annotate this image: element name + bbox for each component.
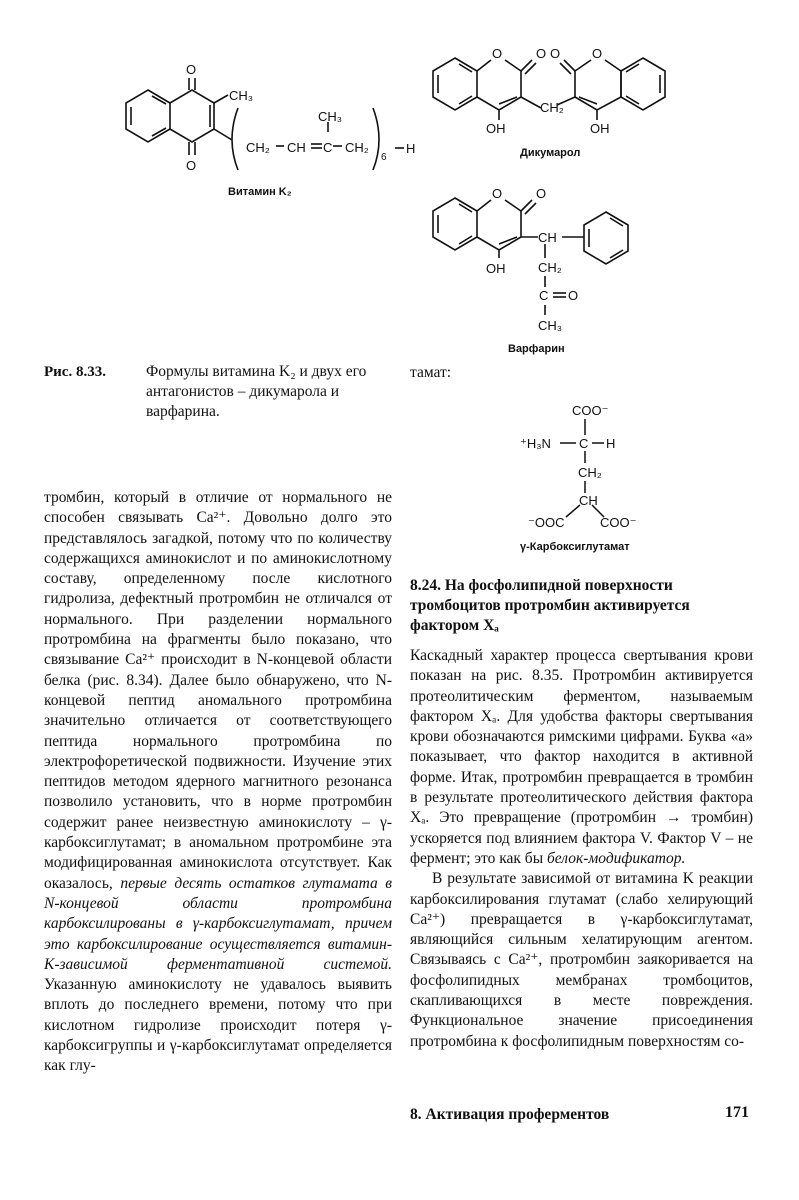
dicoumarol-label: Дикумарол bbox=[520, 147, 581, 159]
section-heading: 8.24. На фосфолипидной поверхности тромбоцитов протромбин активируется фактором Xₐ bbox=[410, 577, 690, 634]
subscript-6: 6 bbox=[381, 152, 387, 163]
left-column bbox=[44, 488, 392, 1077]
figure-caption-label: Рис. 8.33. bbox=[44, 364, 106, 380]
atom-ch: CH bbox=[538, 230, 557, 245]
right-column bbox=[410, 646, 753, 1052]
atom-ch3: CH₃ bbox=[318, 109, 343, 124]
atom-ch2: CH₂ bbox=[246, 140, 270, 155]
left-column-paragraph bbox=[44, 488, 392, 1077]
atom-ch2: CH₂ bbox=[578, 465, 602, 480]
right-paragraph-1-italic: белок-модификатор. bbox=[546, 849, 686, 867]
atom-h3n-plus: ⁺H₃N bbox=[520, 436, 551, 451]
figure-caption-text: Формулы витамина K₂ и двух его антагонистов – дикумарола и варфарина. bbox=[146, 363, 367, 420]
left-column-text: тромбин, который в отличие от нормального не способен связывать Ca²⁺. Довольно долго это представлялось загадкой, потому что по количеству содержащихся аминокислот и по аминокислотному составу, определенному после кислотного гидролиза, дефектный протромбин не отличался от нормального. При разделении нормального протромбина на фрагменты было показано, что связывание Ca²⁺ происходит в N-концевой области белка (рис. 8.34). Далее было обнаружено, что N-концевой пептид аномального протромбина значительно отличается от соответствующего пептида нормального протромбина по электрофоретической подвижности. Изучение этих пептидов методом ядерного магнитного резонанса позволило установить, что в норме протромбин содержит ранее неизвестную аминокислоту – γ-карбоксиглутамат; в аномальном протромбине эта модифицированная аминокислота отсутствует. Как оказалось, bbox=[44, 489, 392, 892]
atom-c: C bbox=[579, 436, 589, 451]
right-paragraph-1-text: Каскадный характер процесса свертывания крови показан на рис. 8.35. Протромбин активируется протеолитическим ферментом, называемым фактором Xₐ. Для удобства факторы свертывания крови обозначаются римскими цифрами. Буква «а» показывает, что фактор находится в активной форме. Итак, протромбин превращается в тромбин в результате протеолитического действия фактора Xₐ. Это превращение (протромбин → тромбин) ускоряется под влиянием фактора V. Фактор V – не фермент; это как бы bbox=[410, 647, 753, 867]
atom-ch: CH bbox=[287, 140, 306, 155]
atom-ch2: CH₂ bbox=[538, 260, 562, 275]
atom-o: O bbox=[568, 288, 579, 303]
gla-structure-figure bbox=[500, 395, 680, 555]
figure-structural-formulas bbox=[0, 0, 799, 360]
atom-o: O bbox=[536, 186, 547, 201]
left-column-italic: первые десять остатков глутамата в N-концевой области протромбина карбоксилированы в γ-карбоксиглутамат, причем это карбоксилирование осуществляется витамин-K-зависимой ферментативной системой. bbox=[44, 874, 393, 973]
atom-o: O bbox=[536, 46, 547, 61]
atom-h: H bbox=[606, 436, 616, 451]
atom-ch3: CH₃ bbox=[538, 318, 563, 333]
atom-coo-minus: COO⁻ bbox=[600, 515, 637, 530]
atom-oh: OH bbox=[486, 121, 506, 136]
atom-ooc-minus: ⁻OOC bbox=[528, 515, 565, 530]
atom-o: O bbox=[592, 46, 603, 61]
atom-oh: OH bbox=[590, 121, 610, 136]
atom-coo-minus: COO⁻ bbox=[572, 403, 609, 418]
atom-ch: CH bbox=[579, 493, 598, 508]
atom-ch2: CH₂ bbox=[540, 100, 564, 115]
atom-h: H bbox=[406, 141, 416, 156]
atom-oh: OH bbox=[486, 261, 506, 276]
atom-o: O bbox=[492, 46, 503, 61]
atom-o: O bbox=[550, 46, 561, 61]
vitamin-k2-label: Витамин K₂ bbox=[228, 186, 292, 198]
gla-label: γ-Карбоксиглутамат bbox=[520, 541, 630, 553]
atom-c: C bbox=[323, 140, 333, 155]
atom-c: C bbox=[539, 288, 549, 303]
warfarin-label: Варфарин bbox=[508, 343, 565, 355]
atom-ch3: CH₃ bbox=[229, 88, 254, 103]
atom-o: O bbox=[186, 62, 197, 77]
running-footer-title: 8. Активация проферментов bbox=[410, 1106, 610, 1123]
right-paragraph-2: В результате зависимой от витамина K реакции карбоксилирования глутамат (слабо хелирующий Ca²⁺) превращается в γ-карбоксиглутамат, являющийся сильным хелатирующим агентом. Связываясь с Ca²⁺, протромбин заякоривается на фосфолипидных мембранах тромбоцитов, скапливающихся в месте повреждения. Функциональное значение присоединения протромбина к фосфолипидным поверхностям со- bbox=[410, 870, 753, 1050]
atom-o: O bbox=[186, 158, 197, 173]
atom-ch2: CH₂ bbox=[345, 140, 369, 155]
atom-o: O bbox=[492, 186, 503, 201]
left-column-end: Указанную аминокислоту не удавалось выявить вплоть до последнего времени, потому что при кислотном гидролизе происходит потеря γ-карбоксигруппы и γ-карбоксиглутамат определяется как глу- bbox=[44, 976, 392, 1075]
warfarin-structure bbox=[433, 198, 628, 315]
right-paragraph-1 bbox=[410, 646, 753, 869]
page-number: 171 bbox=[725, 1104, 749, 1121]
continued-word: тамат: bbox=[410, 364, 452, 381]
vitamin-k2-structure bbox=[126, 78, 404, 170]
